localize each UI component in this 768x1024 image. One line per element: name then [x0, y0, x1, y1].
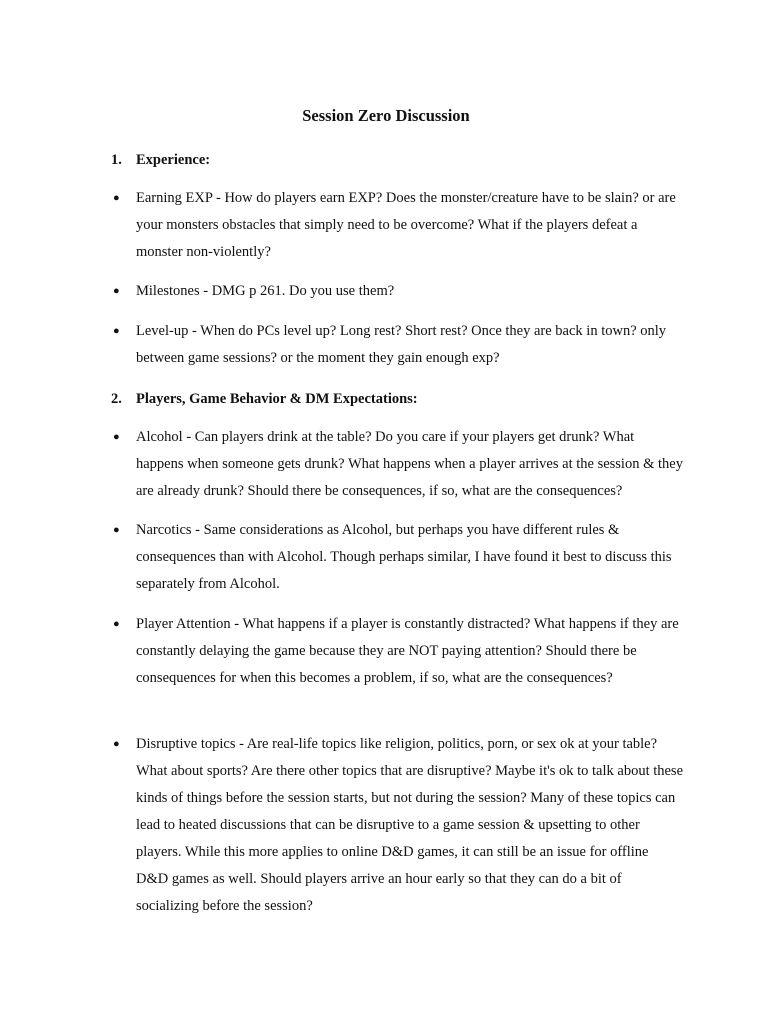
bullet-icon: ● [113, 618, 120, 630]
bullet-text: Alcohol - Can players drink at the table? Do you care if your players get drunk? What happens when someone gets drunk? What happens when a player arrives at the session & they are already drunk? Should there be consequences, if so, what are the consequences? [136, 429, 683, 499]
bullet-icon: ● [113, 325, 120, 337]
document-title: Session Zero Discussion [302, 106, 470, 125]
bullet-text: Level-up - When do PCs level up? Long rest? Short rest? Once they are back in town? only between game sessions? or the moment they gain enough exp? [136, 323, 667, 366]
bullet-item-narcotics [113, 517, 683, 598]
bullet-text: Earning EXP - How do players earn EXP? Does the monster/creature have to be slain? or are your monsters obstacles that simply need to be overcome? What if the players defeat a monster non-violently? [136, 190, 676, 260]
bullet-text: Player Attention - What happens if a player is constantly distracted? What happens if they are constantly delaying the game because they are NOT paying attention? Should there be consequences for when this becomes a problem, if so, what are the consequences? [136, 616, 679, 686]
section-number: 1. [111, 152, 122, 168]
bullet-text: Disruptive topics - Are real-life topics like religion, politics, porn, or sex ok at your table? What about sports? Are there other topics that are disruptive? Maybe it's ok to talk about these kinds of things before the session starts, but not during the session? Many of these topics can lead to heated discussions that can be disruptive to a game session & upsetting to other players. While this more applies to online D&D games, it can still be an issue for offline D&D games as well. Should players arrive an hour early so that they can do a bit of socializing before the session? [136, 736, 684, 914]
bullet-item-disruptive-topics [113, 731, 683, 920]
bullet-item-milestones [113, 278, 683, 305]
section-heading-experience [111, 150, 210, 170]
bullet-icon: ● [113, 524, 120, 536]
bullet-icon: ● [113, 192, 120, 204]
section-heading-text: Players, Game Behavior & DM Expectations: [136, 391, 418, 407]
section-number: 2. [111, 391, 122, 407]
bullet-item-level-up [113, 318, 683, 372]
bullet-icon: ● [113, 431, 120, 443]
section-heading-text: Experience: [136, 152, 211, 168]
section-heading-players-behavior [111, 389, 418, 409]
bullet-item-player-attention [113, 611, 683, 692]
bullet-text: Narcotics - Same considerations as Alcohol, but perhaps you have different rules & consequences than with Alcohol. Though perhaps similar, I have found it best to discuss this separately from Alcohol. [136, 522, 672, 592]
bullet-text: Milestones - DMG p 261. Do you use them? [136, 283, 395, 299]
bullet-item-earning-exp [113, 185, 683, 266]
bullet-icon: ● [113, 738, 120, 750]
bullet-item-alcohol [113, 424, 683, 505]
bullet-icon: ● [113, 285, 120, 297]
